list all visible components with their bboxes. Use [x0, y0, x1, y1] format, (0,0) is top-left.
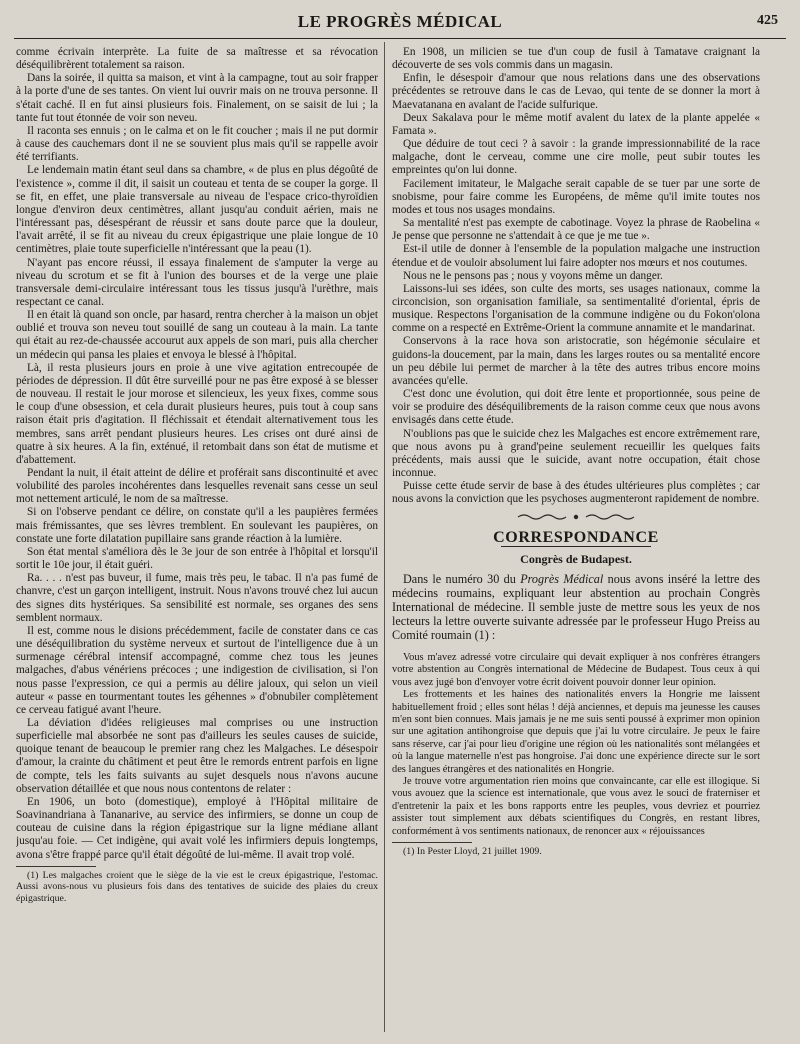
footnote: (1) In Pester Lloyd, 21 juillet 1909.: [403, 846, 542, 858]
paragraph: Deux Sakalava pour le même motif avalent du latex de la plante appelée « Famata ».: [392, 111, 760, 137]
paragraph: N'oublions pas que le suicide chez les Malgaches est encore extrêmement rare, que nous avons pu à grand'peine seulement recueillir les quelques faits précédents, mais aussi que le suicide, avant notre occupation, était chose inconnue.: [392, 427, 760, 479]
letter-paragraph: Vous m'avez adressé votre circulaire qui devait expliquer à nos confrères étrangers votre abstention au Congrès international de Médecine de Budapest. Tous ceux à qui vous avez jugé bon d'envoyer votre écrit doivent pouvoir donner leur opinion.: [392, 651, 760, 688]
ornamental-divider: [392, 512, 760, 526]
paragraph: Laissons-lui ses idées, son culte des morts, ses usages nationaux, comme la circoncision, son organisation familiale, sa sentimentalité d'oriental, épris de musique. Respectons l'organisation de la commune indigène ou du Fokon'olona comme on a respecté en Extrême-Orient la commune annamite et le mandarinat.: [392, 282, 760, 335]
paragraph: Sa mentalité n'est pas exempte de cabotinage. Voyez la phrase de Raobelina « Je pense que personne ne s'attendait à ce que je me tue ».: [392, 217, 760, 243]
paragraph: Il est, comme nous le disions précédemment, facile de constater dans ce cas une déséquilibration du système nerveux et surtout de l'intelligence due à un surmenage cérébral intensif accompagné, comme chez tous les jeunes malgaches, d'abus vénériens précoces ; une indigestion de civilisation, si l'on nous passe l'expression, ce qui a permis au délire jaloux, qui selon un vieil auteur « passe en tourmentant toutes les géhennes » d'obnubiler complètement ce cerveau fatigué avant l'heure.: [16, 624, 378, 716]
section-title: CORRESPONDANCE: [493, 528, 659, 546]
footnote: (1) Les malgaches croient que le siège de la vie est le creux épigastrique, l'estomac. Aussi avons-nous vu plusieurs fois dans des tentatives de suicide des plaies du creux épigastrique.: [16, 869, 378, 904]
intro-text: Dans le numéro 30 du: [403, 571, 521, 586]
paragraph: Pendant la nuit, il était atteint de délire et proférait sans discontinuité et avec volubilité des paroles incohérentes dans lesquelles revenait sans cesse un seul mot nettement articulé, le nom de sa maîtresse.: [16, 467, 378, 506]
paragraph: Puisse cette étude servir de base à des études ultérieures plus complètes ; car nous avons la conviction que les psychoses augmenteront rapidement de nombre.: [392, 480, 760, 506]
subsection-title: Congrès de Budapest.: [520, 551, 632, 566]
paragraph: Dans la soirée, il quitta sa maison, et vint à la campagne, tout au soir frapper à la porte d'une de ses tantes. On vient lui ouvrir mais on ne trouva personne. Il s'était caché. Il en fut ainsi plusieurs fois. Finalement, on se saisit de lui ; la tante fut tout étonnée de voir son neveu.: [16, 72, 378, 124]
paragraph: Enfin, le désespoir d'amour que nous relations dans une des observations précédentes se retrouve dans le cas de Levao, qui tente de se donner la mort à Maevatanana en avalant de l'acide sulfurique.: [392, 72, 760, 111]
paragraph: Il en était là quand son oncle, par hasard, rentra chercher à la maison un objet oublié et trouva son neveu tout souillé de sang un couteau à la main. La tante qui était au rez-de-chaussée accourut aux appels de son mari, puis alla chercher un médecin qui pansa les plaies et envoya le blessé à l'hôpital.: [16, 309, 378, 361]
paragraph: Est-il utile de donner à l'ensemble de la population malgache une instruction étendue et de vouloir absolument lui faire adopter nos mœurs et nos coutumes.: [392, 243, 760, 269]
paragraph: Le lendemain matin étant seul dans sa chambre, « de plus en plus dégoûté de l'existence », comme il dit, il saisit un couteau et tenta de se couper la gorge. Il se fit, en effet, une plaie transversale au niveau de l'espace crico-thyroïdien longue d'environ deux centimètres, allant jusqu'au conduit aérien, mais ne l'intéressant pas, désespérant de réussir et sans doute parce que la douleur, l'avait arrêté, il se fit au niveau du creux épigastrique une plaie longue de 10 centimètres, plaie toute superficielle n'intéressant que la peau (1).: [16, 164, 378, 256]
page-header: [14, 10, 786, 39]
footnote-rule: [392, 842, 472, 843]
section-title-rule: [501, 546, 651, 547]
page-number: 425: [757, 13, 778, 28]
paragraph: Ra. . . . n'est pas buveur, il fume, mais très peu, le tabac. Il n'a pas fumé de chanvre, c'est un garçon intelligent, instruit. Nous n'avons trouvé chez lui aucun des signes dits hystériques. Sa sensibilité est normale, ses organes des sens semblent normaux.: [16, 572, 378, 624]
paragraph: N'ayant pas encore réussi, il essaya finalement de s'amputer la verge au niveau du scrotum et se fit à l'union des bourses et de la verge une plaie transversale demi-circulaire intéressant tous les tissus jusqu'à l'urèthre, mais respectant ce canal.: [16, 256, 378, 308]
letter-paragraph: Je trouve votre argumentation rien moins que convaincante, car elle est illogique. Si vous avouez que la science est internationale, que vous avez le souci de fraterniser et d'entretenir la paix et les bons rapports entre les peuples, vous devriez et pourriez assister tout simplement aux débats scientifiques du Congrès, en restant libres, conformément à vos sentiments nationaux, de renoncer aux « réjouissances: [392, 776, 760, 837]
paragraph: En 1906, un boto (domestique), employé à l'Hôpital militaire de Soavinandriana à Tananarive, au service des infirmiers, se donne un coup de couteau de cuisine dans la région épigastrique sur la ligne médiane allant jusqu'au foie. — Cet indigène, qui avait volé les infirmiers depuis longtemps, avona s'être frappé parce qu'il était dégoûté de lui-même. Il avait trop volé.: [16, 795, 378, 861]
left-column: [16, 46, 378, 1036]
paragraph: Facilement imitateur, le Malgache serait capable de se tuer par une sorte de snobisme, pour faire comme les Européens, de même qu'il imite toutes nos modes et tous nos usages mondains.: [392, 177, 760, 216]
paragraph: En 1908, un milicien se tue d'un coup de fusil à Tamatave craignant la découverte de ses vols commis dans un magasin.: [392, 46, 760, 72]
paragraph: Là, il resta plusieurs jours en proie à une vive agitation entrecoupée de périodes de dépression. Il dût être surveillé pour ne pas être exposé à se blesser de nouveau. Il restait le jour morose et silencieux, les yeux fixes, comme sous le coup d'une obsession, et cela durait plusieurs heures, puis tout à coup sans raison était pris d'agitation. Il fléchissait et étendait alternativement tous les membres, sans arrêt pendant plusieurs heures. Les crises ont duré ainsi de quatre à six heures. A la fin, exténué, il retombait dans son état de mutisme et d'abattement.: [16, 361, 378, 466]
paragraph: Conservons à la race hova son aristocratie, son hégémonie séculaire et guidons-la doucement, par la main, dans les larges routes ou sa mentalité encore un peu débile lui permet de marcher à la tête des autres tribus encore moins avancées qu'elle.: [392, 335, 760, 387]
letter-paragraph: Les frottements et les haines des nationalités envers la Hongrie me laissent habituellement froid ; elles sont hélas ! déjà anciennes, et depuis ma jeunesse les causes m'en sont bien connues. Mais jamais je ne me suis senti poussé à exprimer mon opinion sur une agitation antihongroise que depuis que j'ai lu votre circulaire. Je peux le faire sans réserve, car j'ai pour lieu d'origine une région où les nationalités sont mélangées et où la langue maternelle n'est pas hongroise. J'ai donc une expérience directe sur le sort des langues étrangères et des nationalités en Hongrie.: [392, 689, 760, 775]
paragraph: Son état mental s'améliora dès le 3e jour de son entrée à l'hôpital et lorsqu'il sortit le 10e jour, il était guéri.: [16, 545, 378, 572]
intro-text: nous avons inséré la lettre des médecins roumains, expliquant leur abstention au prochain Congrès International de médecine. Il semble juste de mettre sous les yeux de nos lecteurs la lettre ouverte suivante adressée par le professeur Hugo Preiss au Comité roumain (1) :: [392, 571, 760, 642]
paragraph: Que déduire de tout ceci ? à savoir : la grande impressionnabilité de la race malgache, dont le cerveau, comme une cire molle, peut subir toutes les empreintes qu'on lui donne.: [392, 138, 760, 177]
column-divider: [384, 42, 385, 1032]
paragraph: Nous ne le pensons pas ; nous y voyons même un danger.: [403, 269, 663, 282]
spacer: [392, 642, 760, 652]
footnote-rule: [16, 866, 96, 867]
correspondence-intro: [392, 572, 760, 642]
right-column: [392, 46, 760, 1036]
running-title: LE PROGRÈS MÉDICAL: [297, 12, 503, 31]
paragraph: C'est donc une évolution, qui doit être lente et proportionnée, sous peine de voir se produire des déséquilibrements de la raison comme ceux que nous avons envisagés dans cette étude.: [392, 388, 760, 427]
paragraph: La déviation d'idées religieuses mal comprises ou une instruction superficielle mal absorbée ne sont pas d'ailleurs les seules causes de suicide, quoique tenant de beaucoup le premier rang chez les Malgaches. Le désespoir d'amour, la crainte du châtiment et peut être le remords entrent parfois en ligne de compte, tels les faits suivants au sujet desquels nous n'avons aucune observation détaillée et que nous nous contentons de relater :: [16, 716, 378, 795]
ornament-line: [516, 512, 636, 522]
paragraph: Si on l'observe pendant ce délire, on constate qu'il a les paupières fermées mais frémissantes, que ses lèvres tremblent. En soulevant les paupières, on constate une forte dilatation pupillaire sans grande réaction à la lumière.: [16, 506, 378, 545]
paragraph: comme écrivain interprète. La fuite de sa maîtresse et sa révocation déséquilibrèrent totalement sa raison.: [16, 46, 378, 72]
journal-name: Progrès Médical: [520, 571, 604, 586]
paragraph: Il raconta ses ennuis ; on le calma et on le fit coucher ; mais il ne put dormir à cause des cauchemars dont il ne se souvient plus mais qu'il se rappelle avoir été terrifiants.: [16, 124, 378, 164]
